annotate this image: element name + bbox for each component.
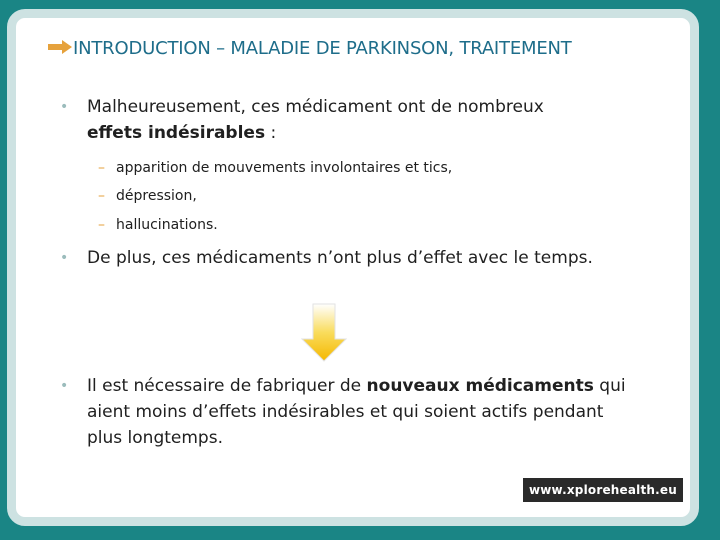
bullet-text-line2: aient moins d’effets indésirables et qui soient actifs pendant [87, 402, 604, 422]
right-arrow-icon [47, 39, 73, 55]
slide-header [33, 35, 673, 65]
bullet-dot-icon: • [60, 99, 69, 115]
bullet-bold-term: effets indésirables [87, 123, 266, 143]
bullet-text-pre: Il est nécessaire de fabriquer de [87, 376, 367, 396]
dash-icon: – [98, 217, 105, 233]
sub-item-involuntary-movements [98, 158, 452, 178]
dash-icon: – [98, 188, 105, 204]
dash-icon: – [98, 160, 105, 176]
bullet-text-post: qui [593, 376, 626, 396]
bullet-text-line3: plus longtemps. [87, 428, 223, 448]
bullet-dot-icon: • [60, 378, 69, 394]
sub-item-hallucinations [98, 215, 218, 235]
sub-item-depression [98, 186, 197, 206]
page-title: INTRODUCTION – MALADIE DE PARKINSON, TRAITEMENT [73, 38, 572, 59]
bullet-dot-icon: • [60, 250, 69, 266]
site-logo[interactable]: www.xplorehealth.eu [523, 478, 683, 502]
sub-item-label: apparition de mouvements involontaires et tics, [116, 160, 453, 176]
down-arrow-icon [301, 303, 347, 363]
bullet-text: De plus, ces médicaments n’ont plus d’effet avec le temps. [87, 248, 593, 268]
bullet-bold-term: nouveaux médicaments [366, 376, 594, 396]
bullet-text-colon: : [265, 123, 277, 143]
bullet-text-line1: Malheureusement, ces médicament ont de nombreux [87, 97, 544, 117]
sub-item-label: dépression, [116, 188, 197, 204]
sub-item-label: hallucinations. [116, 217, 218, 233]
